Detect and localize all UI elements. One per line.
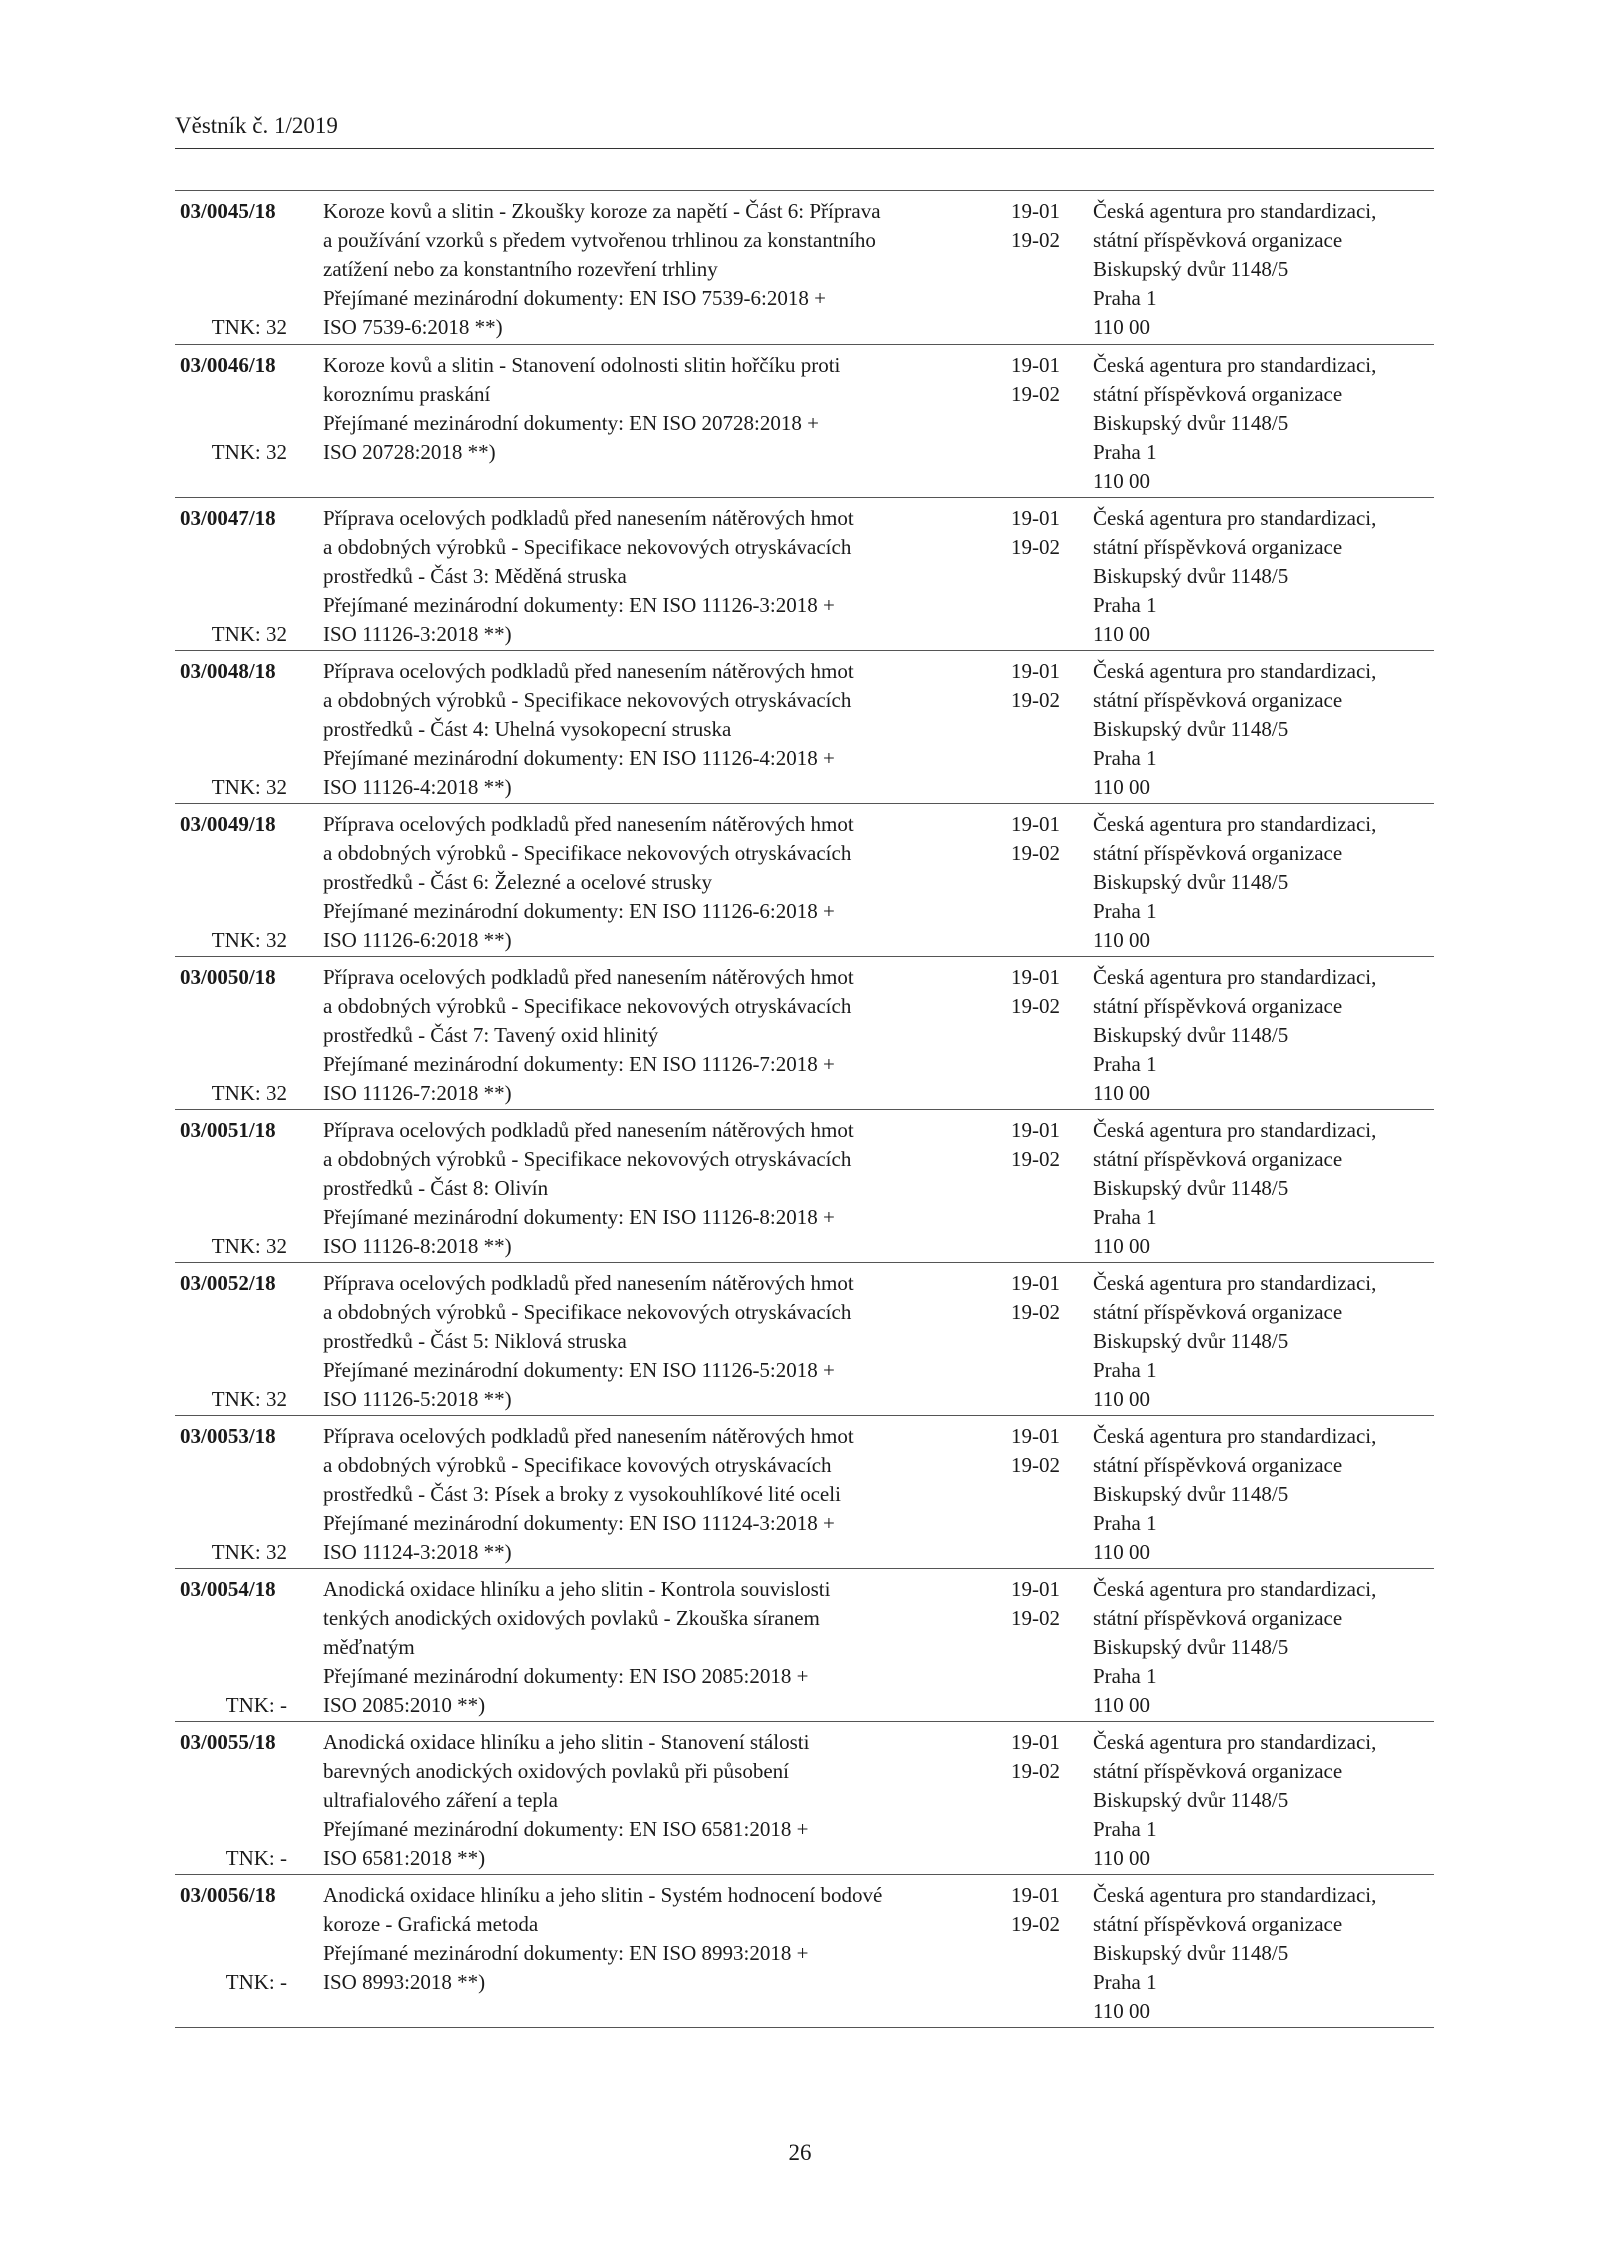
standard-entry xyxy=(175,956,1434,1109)
entry-title-line: a obdobných výrobků - Specifikace nekovových otryskávacích xyxy=(323,1147,852,1171)
entry-title-line: Přejímané mezinárodní dokumenty: EN ISO 8993:2018 + xyxy=(323,1941,809,1965)
entry-address-line: 110 00 xyxy=(1093,1693,1150,1717)
entry-code: 19-02 xyxy=(1011,382,1060,406)
entry-title-line: ultrafialového záření a tepla xyxy=(323,1788,558,1812)
entry-address-line: 110 00 xyxy=(1093,775,1150,799)
entry-title-line: prostředků - Část 8: Olivín xyxy=(323,1176,549,1200)
entry-address-line: Biskupský dvůr 1148/5 xyxy=(1093,870,1289,894)
entry-address-line: Biskupský dvůr 1148/5 xyxy=(1093,411,1289,435)
entry-address xyxy=(1093,1422,1433,1567)
entry-code: 19-02 xyxy=(1011,841,1060,865)
entry-address-line: Praha 1 xyxy=(1093,286,1157,310)
entry-title xyxy=(323,1881,1023,1997)
entry-title xyxy=(323,1728,1023,1873)
entry-code: 19-01 xyxy=(1011,1730,1060,1754)
entry-title-line: Anodická oxidace hliníku a jeho slitin - Kontrola souvislosti xyxy=(323,1577,831,1601)
entry-title-line: Přejímané mezinárodní dokumenty: EN ISO 11126-7:2018 + xyxy=(323,1052,835,1076)
entry-title-line: ISO 11126-3:2018 **) xyxy=(323,622,512,646)
entry-title-line: prostředků - Část 5: Niklová struska xyxy=(323,1329,627,1353)
entry-code: 19-02 xyxy=(1011,535,1060,559)
entry-title-line: Přejímané mezinárodní dokumenty: EN ISO 11126-6:2018 + xyxy=(323,899,835,923)
entry-title-line: tenkých anodických oxidových povlaků - Zkouška síranem xyxy=(323,1606,820,1630)
entry-title xyxy=(323,1575,1023,1720)
entry-address-line: 110 00 xyxy=(1093,1081,1150,1105)
entry-address-line: Praha 1 xyxy=(1093,746,1157,770)
entry-title-line: Příprava ocelových podkladů před nanesením nátěrových hmot xyxy=(323,1271,854,1295)
entry-address-line: Praha 1 xyxy=(1093,1664,1157,1688)
entry-address-line: Praha 1 xyxy=(1093,1817,1157,1841)
entry-title-line: ISO 6581:2018 **) xyxy=(323,1846,486,1870)
entry-title xyxy=(323,657,1023,802)
entry-address-line: Biskupský dvůr 1148/5 xyxy=(1093,1941,1289,1965)
entry-title-line: ISO 11126-8:2018 **) xyxy=(323,1234,512,1258)
entry-address xyxy=(1093,1881,1433,2026)
entry-title-line: Přejímané mezinárodní dokumenty: EN ISO 20728:2018 + xyxy=(323,411,819,435)
entry-title xyxy=(323,1116,1023,1261)
entry-address-line: státní příspěvková organizace xyxy=(1093,1147,1343,1171)
entry-code: 19-02 xyxy=(1011,1759,1060,1783)
entry-code: 19-01 xyxy=(1011,812,1060,836)
entry-code: 19-02 xyxy=(1011,688,1060,712)
entry-number: 03/0052/18 xyxy=(180,1271,276,1295)
entry-title-line: Přejímané mezinárodní dokumenty: EN ISO 11126-4:2018 + xyxy=(323,746,835,770)
entry-address-line: Česká agentura pro standardizaci, xyxy=(1093,1577,1377,1601)
entry-codes xyxy=(1011,1116,1091,1174)
entry-tnk: TNK: 32 xyxy=(211,1234,287,1258)
entry-codes xyxy=(1011,1728,1091,1786)
entry-title-line: prostředků - Část 3: Měděná struska xyxy=(323,564,627,588)
entry-title xyxy=(323,1422,1023,1567)
entry-address-line: státní příspěvková organizace xyxy=(1093,1606,1343,1630)
entry-address-line: 110 00 xyxy=(1093,1846,1150,1870)
entry-code: 19-01 xyxy=(1011,965,1060,989)
entry-title-line: Přejímané mezinárodní dokumenty: EN ISO 6581:2018 + xyxy=(323,1817,809,1841)
entry-title-line: prostředků - Část 7: Tavený oxid hlinitý xyxy=(323,1023,659,1047)
entry-title-line: ISO 11126-5:2018 **) xyxy=(323,1387,512,1411)
entry-title-line: ISO 2085:2010 **) xyxy=(323,1693,486,1717)
page-number: 26 xyxy=(788,2140,812,2165)
entry-address-line: Biskupský dvůr 1148/5 xyxy=(1093,1788,1289,1812)
entry-number: 03/0046/18 xyxy=(180,353,276,377)
entry-title-line: Anodická oxidace hliníku a jeho slitin - Stanovení stálosti xyxy=(323,1730,810,1754)
entry-title xyxy=(323,1269,1023,1414)
entry-address xyxy=(1093,1269,1433,1414)
entry-address-line: Praha 1 xyxy=(1093,1511,1157,1535)
entry-address-line: státní příspěvková organizace xyxy=(1093,1912,1343,1936)
entry-title-line: a obdobných výrobků - Specifikace nekovových otryskávacích xyxy=(323,841,852,865)
entry-code: 19-02 xyxy=(1011,994,1060,1018)
entry-code: 19-02 xyxy=(1011,1606,1060,1630)
entry-number: 03/0050/18 xyxy=(180,965,276,989)
entry-address-line: 110 00 xyxy=(1093,1540,1150,1564)
entry-address-line: Biskupský dvůr 1148/5 xyxy=(1093,1482,1289,1506)
entry-title-line: ISO 7539-6:2018 **) xyxy=(323,315,503,339)
entry-number: 03/0047/18 xyxy=(180,506,276,530)
entry-title-line: Přejímané mezinárodní dokumenty: EN ISO 7539-6:2018 + xyxy=(323,286,826,310)
entry-title-line: a obdobných výrobků - Specifikace nekovových otryskávacích xyxy=(323,688,852,712)
entry-title xyxy=(323,504,1023,649)
entry-address-line: státní příspěvková organizace xyxy=(1093,535,1343,559)
entry-address-line: Biskupský dvůr 1148/5 xyxy=(1093,717,1289,741)
standard-entry xyxy=(175,1568,1434,1721)
entry-address-line: Česká agentura pro standardizaci, xyxy=(1093,1118,1377,1142)
entry-code: 19-01 xyxy=(1011,1271,1060,1295)
entry-address-line: státní příspěvková organizace xyxy=(1093,1300,1343,1324)
entry-codes xyxy=(1011,1422,1091,1480)
entry-address-line: Česká agentura pro standardizaci, xyxy=(1093,812,1377,836)
journal-title: Věstník č. 1/2019 xyxy=(175,113,338,138)
entry-tnk: TNK: 32 xyxy=(211,440,287,464)
entry-address-line: státní příspěvková organizace xyxy=(1093,1453,1343,1477)
entry-number: 03/0045/18 xyxy=(180,199,276,223)
entry-title-line: ISO 11126-6:2018 **) xyxy=(323,928,512,952)
entry-address-line: Biskupský dvůr 1148/5 xyxy=(1093,564,1289,588)
entry-address-line: Česká agentura pro standardizaci, xyxy=(1093,1730,1377,1754)
entry-address-line: státní příspěvková organizace xyxy=(1093,1759,1343,1783)
entry-address-line: Česká agentura pro standardizaci, xyxy=(1093,1424,1377,1448)
entry-code: 19-01 xyxy=(1011,1883,1060,1907)
entry-address-line: Praha 1 xyxy=(1093,593,1157,617)
page-header xyxy=(175,112,1434,149)
entry-address xyxy=(1093,1728,1433,1873)
entry-address-line: Praha 1 xyxy=(1093,1052,1157,1076)
standards-list xyxy=(175,190,1434,2028)
entry-title-line: Příprava ocelových podkladů před nanesením nátěrových hmot xyxy=(323,812,854,836)
entry-title-line: zatížení nebo za konstantního rozevření trhliny xyxy=(323,257,718,281)
entry-number: 03/0056/18 xyxy=(180,1883,276,1907)
entry-address-line: Praha 1 xyxy=(1093,1205,1157,1229)
entry-number: 03/0054/18 xyxy=(180,1577,276,1601)
entry-code: 19-01 xyxy=(1011,659,1060,683)
entry-address-line: Česká agentura pro standardizaci, xyxy=(1093,965,1377,989)
entry-address-line: 110 00 xyxy=(1093,1999,1150,2023)
entry-title-line: Přejímané mezinárodní dokumenty: EN ISO 11124-3:2018 + xyxy=(323,1511,835,1535)
entry-tnk: TNK: 32 xyxy=(211,1387,287,1411)
entry-codes xyxy=(1011,1575,1091,1633)
entry-title-line: a používání vzorků s předem vytvořenou trhlinou za konstantního xyxy=(323,228,876,252)
entry-tnk: TNK: 32 xyxy=(211,622,287,646)
entry-title-line: ISO 11126-4:2018 **) xyxy=(323,775,512,799)
entry-title-line: Anodická oxidace hliníku a jeho slitin - Systém hodnocení bodové xyxy=(323,1883,883,1907)
entry-address-line: státní příspěvková organizace xyxy=(1093,688,1343,712)
entry-title xyxy=(323,197,1023,342)
entry-code: 19-01 xyxy=(1011,199,1060,223)
entry-title xyxy=(323,810,1023,955)
entry-address xyxy=(1093,810,1433,955)
entry-title-line: Příprava ocelových podkladů před nanesením nátěrových hmot xyxy=(323,1118,854,1142)
entry-address-line: Praha 1 xyxy=(1093,899,1157,923)
entry-address xyxy=(1093,197,1433,342)
entry-address-line: Biskupský dvůr 1148/5 xyxy=(1093,257,1289,281)
entry-code: 19-02 xyxy=(1011,1147,1060,1171)
entry-title xyxy=(323,351,1023,467)
entry-code: 19-01 xyxy=(1011,1118,1060,1142)
entry-codes xyxy=(1011,657,1091,715)
entry-address-line: Biskupský dvůr 1148/5 xyxy=(1093,1329,1289,1353)
entry-address-line: Praha 1 xyxy=(1093,440,1157,464)
entry-address-line: Biskupský dvůr 1148/5 xyxy=(1093,1023,1289,1047)
entry-address-line: 110 00 xyxy=(1093,1387,1150,1411)
entry-title-line: Příprava ocelových podkladů před nanesením nátěrových hmot xyxy=(323,506,854,530)
entry-number: 03/0055/18 xyxy=(180,1730,276,1754)
entry-codes xyxy=(1011,963,1091,1021)
entry-title-line: barevných anodických oxidových povlaků při působení xyxy=(323,1759,789,1783)
entry-number: 03/0051/18 xyxy=(180,1118,276,1142)
standard-entry xyxy=(175,1721,1434,1874)
entry-title-line: a obdobných výrobků - Specifikace nekovových otryskávacích xyxy=(323,535,852,559)
standard-entry xyxy=(175,497,1434,650)
entry-number: 03/0053/18 xyxy=(180,1424,276,1448)
entry-number: 03/0049/18 xyxy=(180,812,276,836)
entry-title-line: a obdobných výrobků - Specifikace nekovových otryskávacích xyxy=(323,994,852,1018)
entry-tnk: TNK: 32 xyxy=(211,775,287,799)
entry-tnk: TNK: 32 xyxy=(211,928,287,952)
entry-address xyxy=(1093,351,1433,496)
entry-codes xyxy=(1011,351,1091,409)
entry-tnk: TNK: 32 xyxy=(211,315,287,339)
entry-address-line: státní příspěvková organizace xyxy=(1093,228,1343,252)
entry-title-line: ISO 11124-3:2018 **) xyxy=(323,1540,512,1564)
entry-address-line: Česká agentura pro standardizaci, xyxy=(1093,353,1377,377)
entry-tnk: TNK: 32 xyxy=(211,1081,287,1105)
entry-address xyxy=(1093,657,1433,802)
entry-title-line: prostředků - Část 3: Písek a broky z vysokouhlíkové lité oceli xyxy=(323,1482,841,1506)
entry-codes xyxy=(1011,810,1091,868)
entry-address-line: 110 00 xyxy=(1093,469,1150,493)
entry-code: 19-02 xyxy=(1011,228,1060,252)
entry-title-line: ISO 20728:2018 **) xyxy=(323,440,496,464)
entry-number: 03/0048/18 xyxy=(180,659,276,683)
entry-title-line: Příprava ocelových podkladů před nanesením nátěrových hmot xyxy=(323,965,854,989)
entry-address-line: státní příspěvková organizace xyxy=(1093,994,1343,1018)
entry-address-line: Praha 1 xyxy=(1093,1970,1157,1994)
entry-code: 19-02 xyxy=(1011,1453,1060,1477)
entry-address-line: Praha 1 xyxy=(1093,1358,1157,1382)
entry-title-line: prostředků - Část 6: Železné a ocelové strusky xyxy=(323,870,712,894)
entry-address-line: Česká agentura pro standardizaci, xyxy=(1093,659,1377,683)
entry-title-line: prostředků - Část 4: Uhelná vysokopecní struska xyxy=(323,717,732,741)
entry-code: 19-01 xyxy=(1011,1424,1060,1448)
entry-tnk: TNK: 32 xyxy=(211,1540,287,1564)
entry-address-line: Česká agentura pro standardizaci, xyxy=(1093,506,1377,530)
entry-code: 19-01 xyxy=(1011,353,1060,377)
entry-address-line: Česká agentura pro standardizaci, xyxy=(1093,1883,1377,1907)
entry-address-line: 110 00 xyxy=(1093,622,1150,646)
entry-title-line: ISO 11126-7:2018 **) xyxy=(323,1081,512,1105)
entry-address-line: 110 00 xyxy=(1093,928,1150,952)
entry-codes xyxy=(1011,1269,1091,1327)
entry-address-line: Česká agentura pro standardizaci, xyxy=(1093,199,1377,223)
entry-address xyxy=(1093,504,1433,649)
standard-entry xyxy=(175,1415,1434,1568)
entry-codes xyxy=(1011,504,1091,562)
entry-tnk: TNK: - xyxy=(225,1970,287,1994)
entry-code: 19-02 xyxy=(1011,1912,1060,1936)
entry-address-line: Biskupský dvůr 1148/5 xyxy=(1093,1176,1289,1200)
entry-tnk: TNK: - xyxy=(225,1846,287,1870)
entry-address-line: Česká agentura pro standardizaci, xyxy=(1093,1271,1377,1295)
entry-address xyxy=(1093,1575,1433,1720)
entry-title-line: Přejímané mezinárodní dokumenty: EN ISO 11126-3:2018 + xyxy=(323,593,835,617)
entry-title-line: Přejímané mezinárodní dokumenty: EN ISO 11126-5:2018 + xyxy=(323,1358,835,1382)
entry-title-line: Přejímané mezinárodní dokumenty: EN ISO 11126-8:2018 + xyxy=(323,1205,835,1229)
entry-codes xyxy=(1011,1881,1091,1939)
entry-title-line: Příprava ocelových podkladů před nanesením nátěrových hmot xyxy=(323,659,854,683)
entry-title-line: koroznímu praskání xyxy=(323,382,491,406)
standard-entry xyxy=(175,1109,1434,1262)
entry-code: 19-02 xyxy=(1011,1300,1060,1324)
entry-address-line: 110 00 xyxy=(1093,315,1150,339)
entry-title-line: měďnatým xyxy=(323,1635,415,1659)
entry-title-line: a obdobných výrobků - Specifikace nekovových otryskávacích xyxy=(323,1300,852,1324)
entry-code: 19-01 xyxy=(1011,1577,1060,1601)
entry-codes xyxy=(1011,197,1091,255)
entry-address xyxy=(1093,1116,1433,1261)
standard-entry xyxy=(175,803,1434,956)
standard-entry xyxy=(175,344,1434,497)
entry-title-line: Koroze kovů a slitin - Stanovení odolnosti slitin hořčíku proti xyxy=(323,353,841,377)
entry-title-line: Příprava ocelových podkladů před nanesením nátěrových hmot xyxy=(323,1424,854,1448)
entry-address-line: státní příspěvková organizace xyxy=(1093,841,1343,865)
entry-title-line: ISO 8993:2018 **) xyxy=(323,1970,486,1994)
standard-entry xyxy=(175,650,1434,803)
entry-address-line: Biskupský dvůr 1148/5 xyxy=(1093,1635,1289,1659)
standard-entry xyxy=(175,1874,1434,2027)
entry-address xyxy=(1093,963,1433,1108)
standard-entry xyxy=(175,191,1434,344)
entry-address-line: 110 00 xyxy=(1093,1234,1150,1258)
standard-entry xyxy=(175,1262,1434,1415)
entry-title-line: Přejímané mezinárodní dokumenty: EN ISO 2085:2018 + xyxy=(323,1664,809,1688)
entry-title xyxy=(323,963,1023,1108)
entry-address-line: státní příspěvková organizace xyxy=(1093,382,1343,406)
entry-tnk: TNK: - xyxy=(225,1693,287,1717)
entry-title-line: koroze - Grafická metoda xyxy=(323,1912,539,1936)
entry-title-line: a obdobných výrobků - Specifikace kovových otryskávacích xyxy=(323,1453,832,1477)
entry-title-line: Koroze kovů a slitin - Zkoušky koroze za napětí - Část 6: Příprava xyxy=(323,199,881,223)
entry-code: 19-01 xyxy=(1011,506,1060,530)
